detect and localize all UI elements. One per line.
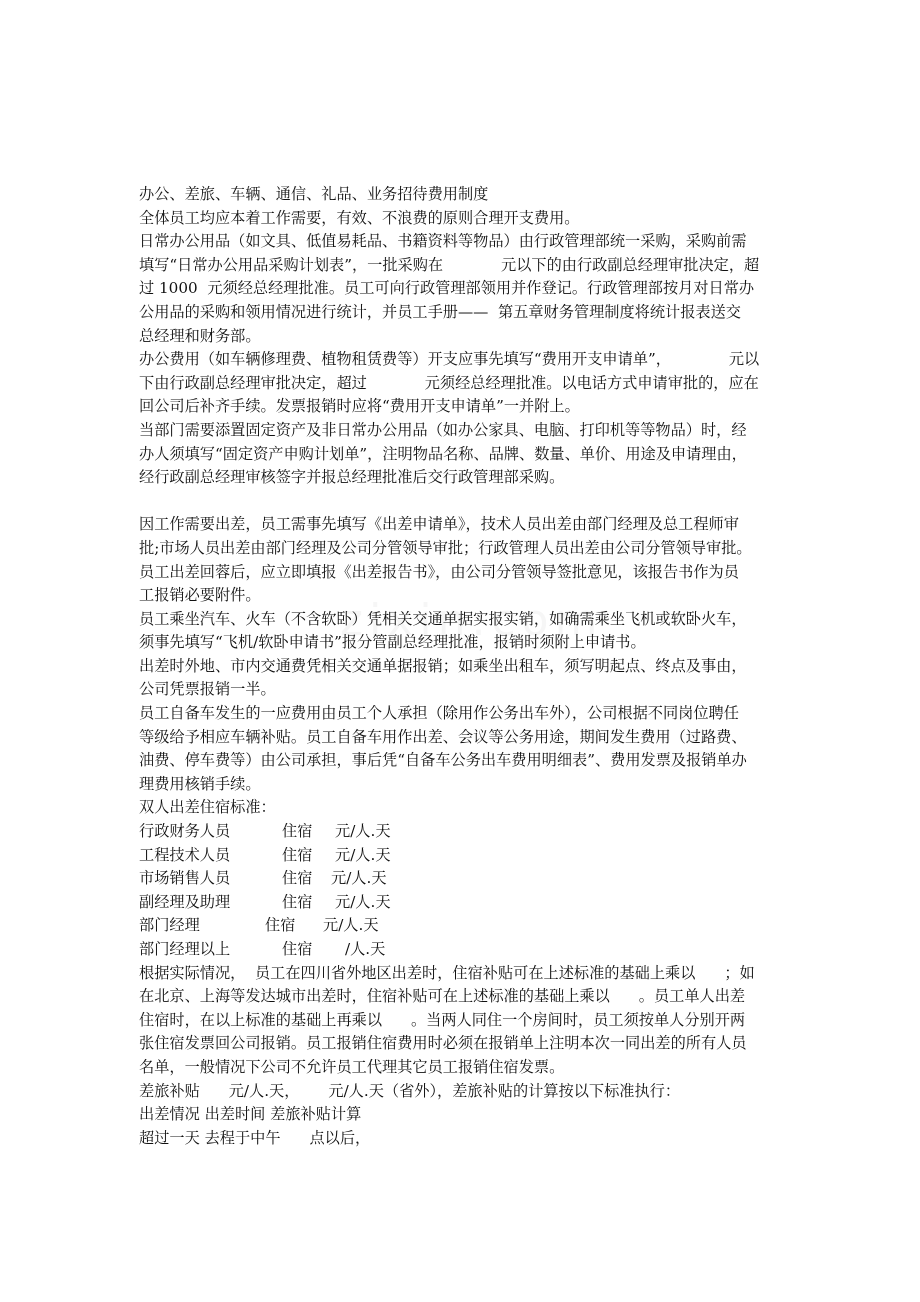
lodging-label: 住宿 (282, 892, 313, 911)
role-label: 市场销售人员 (139, 869, 231, 888)
paragraph-line: 批;市场人员出差由部门经理及公司分管领导审批；行政管理人员出差由公司分管领导审批。 (139, 538, 752, 557)
paragraph-line: 当部门需要添置固定资产及非日常办公用品（如办公家具、电脑、打印机等等物品）时，经 (139, 420, 747, 439)
lodging-standard-row (139, 820, 789, 844)
paragraph-line: 根据实际情况， 员工在四川省外地区出差时，住宿补贴可在上述标准的基础上乘以 ；如 (139, 963, 755, 982)
paragraph-line: 须事先填写“飞机/软卧申请书”报分管副总经理批准，报销时须附上申请书。 (139, 633, 646, 652)
section-office-expenses (139, 207, 789, 490)
document-body (139, 183, 789, 1150)
rate-unit: 元/人.天 (323, 916, 379, 935)
lodging-standard-list (139, 820, 789, 962)
paragraph-line: 张住宿发票回公司报销。员工报销住宿费用时必须在报销单上注明本次一同出差的所有人员 (139, 1034, 747, 1053)
lodging-standard-row (139, 844, 789, 868)
travel-allowance-line: 差旅补贴 元/人.天， 元/人.天（省外），差旅补贴的计算按以下标准执行： (139, 1081, 681, 1100)
section-spacer (139, 490, 789, 514)
paragraph-line: 出差时外地、市内交通费凭相关交通单据报销；如乘坐出租车，须写明起点、终点及事由， (139, 656, 747, 675)
paragraph-line: 过 1000 元须经总经理批准。员工可向行政管理部领用并作登记。行政管理部按月对日常办 (139, 279, 755, 298)
paragraph-line: 经行政副总经理审核签字并报总经理批准后交行政管理部采购。 (139, 468, 565, 487)
paragraph-line: 油费、停车费等）由公司承担，事后凭“自备车公务出车费用明细表”、费用发票及报销单办 (139, 751, 747, 770)
role-label: 部门经理 (139, 916, 200, 935)
lodging-label: 住宿 (282, 940, 313, 958)
lodging-label: 住宿 (265, 916, 296, 935)
paragraph-line: 办人须填写“固定资产申购计划单”，注明物品名称、品牌、数量、单价、用途及申请理由， (139, 444, 747, 463)
rate-unit: 元/人.天 (331, 869, 387, 888)
document-title: 办公、差旅、车辆、通信、礼品、业务招待费用制度 (139, 185, 489, 203)
lodging-standard-row (139, 938, 789, 962)
section-travel-expenses (139, 513, 789, 820)
paragraph-line: 回公司后补齐手续。发票报销时应将“费用开支申请单”一并附上。 (139, 397, 580, 416)
paragraph-line: 理费用核销手续。 (139, 774, 261, 793)
lodging-standard-row (139, 891, 789, 915)
paragraph-line: 填写“日常办公用品采购计划表”，一批采购在 元以下的由行政副总经理审批决定，超 (139, 255, 760, 274)
lodging-label: 住宿 (282, 822, 313, 841)
paragraph-line: 全体员工均应本着工作需要，有效、不浪费的原则合理开支费用。 (139, 208, 580, 227)
allowance-table-header: 出差情况 出差时间 差旅补贴计算 (139, 1105, 362, 1124)
allowance-table-row: 超过一天 去程于中午 点以后， (139, 1128, 371, 1147)
role-label: 副经理及助理 (139, 892, 231, 911)
paragraph-line: 员工乘坐汽车、火车（不含软卧）凭相关交通单据实报实销，如确需乘坐飞机或软卧火车， (139, 609, 747, 628)
paragraph-line: 下由行政副总经理审批决定，超过 元须经总经理批准。以电话方式申请审批的，应在 (139, 373, 759, 392)
role-label: 行政财务人员 (139, 822, 231, 841)
paragraph-line: 工报销必要附件。 (139, 586, 261, 605)
paragraph-line: 员工出差回蓉后，应立即填报《出差报告书》，由公司分管领导签批意见，该报告书作为员 (139, 562, 739, 581)
paragraph-line: 在北京、上海等发达城市出差时，住宿补贴可在上述标准的基础上乘以 。员工单人出差 (139, 987, 746, 1006)
paragraph-line: 等级给予相应车辆补贴。员工自备车用作出差、会议等公务用途，期间发生费用（过路费、 (139, 727, 747, 746)
lodging-label: 住宿 (282, 845, 313, 864)
role-label: 工程技术人员 (139, 845, 231, 864)
rate-unit: 元/人.天 (335, 845, 391, 864)
paragraph-line: 公司凭票报销一半。 (139, 680, 276, 699)
lodging-standard-row (139, 914, 789, 938)
paragraph-line: 名单，一般情况下公司不允许员工代理其它员工报销住宿发票。 (139, 1057, 565, 1076)
paragraph-line: 因工作需要出差，员工需事先填写《出差申请单》，技术人员出差由部门经理及总工程师审 (139, 515, 739, 534)
rate-unit: 元/人.天 (335, 822, 391, 841)
section-lodging-allowance (139, 962, 789, 1151)
rate-unit: /人.天 (345, 940, 386, 958)
role-label: 部门经理以上 (139, 940, 231, 958)
paragraph-line: 办公费用（如车辆修理费、植物租赁费等）开支应事先填写“费用开支申请单”， 元以 (139, 350, 760, 369)
lodging-standard-row (139, 867, 789, 891)
rate-unit: 元/人.天 (335, 892, 391, 911)
lodging-label: 住宿 (282, 869, 313, 888)
paragraph-line: 日常办公用品（如文具、低值易耗品、书籍资料等物品）由行政管理部统一采购，采购前需 (139, 232, 747, 251)
paragraph-line: 员工自备车发生的一应费用由员工个人承担（除用作公务出车外），公司根据不同岗位聘任 (139, 704, 739, 723)
paragraph-line: 总经理和财务部。 (139, 326, 261, 345)
paragraph-line: 住宿时，在以上标准的基础上再乘以 。当两人同住一个房间时，员工须按单人分别开两 (139, 1010, 746, 1029)
paragraph-line: 公用品的采购和领用情况进行统计，并员工手册—— 第五章财务管理制度将统计报表送交 (139, 302, 741, 321)
lodging-standard-heading: 双人出差住宿标准： (139, 798, 276, 817)
